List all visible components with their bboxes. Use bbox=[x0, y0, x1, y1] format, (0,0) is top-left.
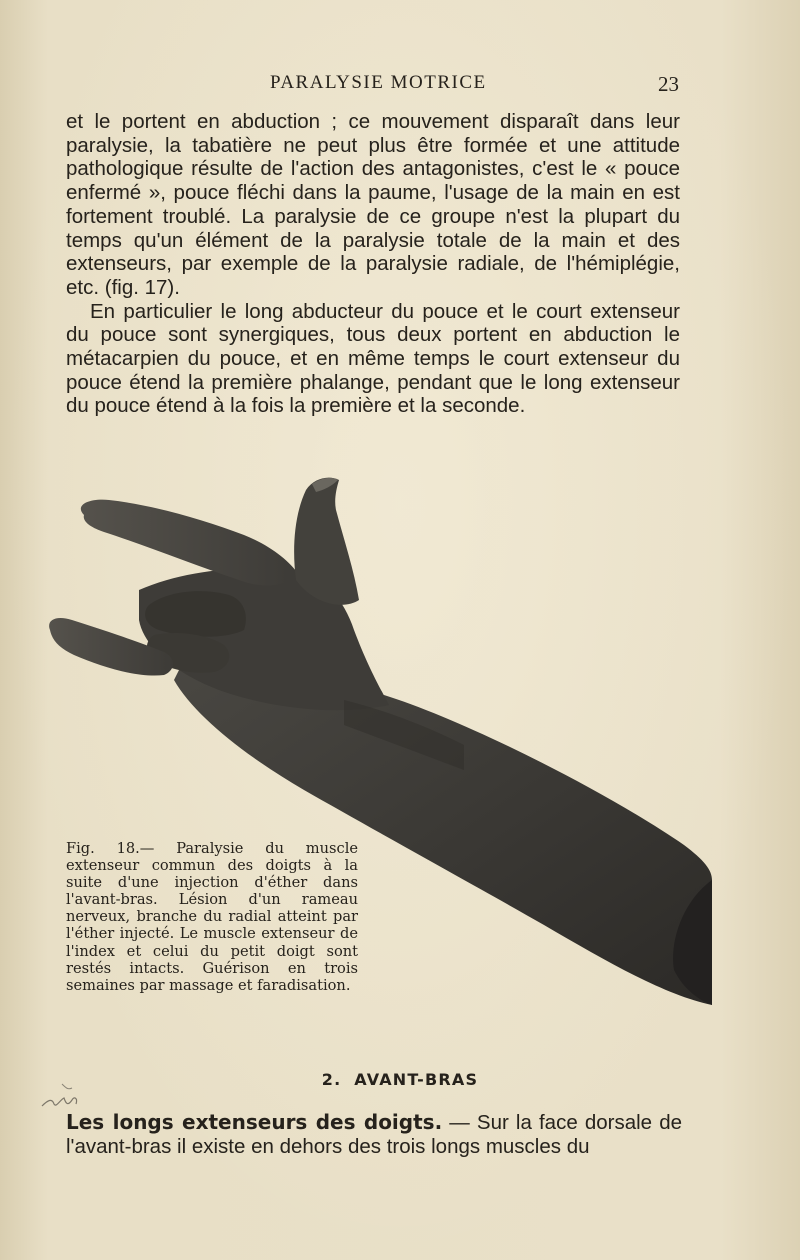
index-finger-shape bbox=[81, 500, 299, 586]
paragraph-lead-heading: Les longs extenseurs des doigts. bbox=[66, 1110, 443, 1134]
running-title: PARALYSIE MOTRICE bbox=[270, 72, 487, 93]
thumb-shape bbox=[294, 478, 359, 605]
paragraph-thumb-muscles: En particulier le long abducteur du pouce et le court extenseur du pouce sont synergiques, tous deux portent en abduction le métacarpien du pouce, et en même temps le court extenseur du pouce étend la première phalange, pendant que le long extenseur du pouce étend à la fois la première et la seconde. bbox=[66, 299, 680, 418]
paragraph-continued: et le portent en abduction ; ce mouvement disparaît dans leur paralysie, la tabatière ne peut plus être formée et une attitude pathologique résulte de l'action des antagonistes, c'est le « pouce enfermé », pouce fléchi dans la paume, l'usage de la main en est fortement troublé. La paralysie de ce groupe n'est la plupart du temps qu'un élément de la paralysie totale de la main et des extenseurs, par exemple de la paralysie radiale, de l'hémiplégie, etc. (fig. 17). bbox=[66, 110, 680, 299]
paragraph-text: — Sur la face dorsale de l'avant-bras il existe en dehors des trois longs muscles du bbox=[66, 1111, 682, 1158]
paragraph-long-extensors bbox=[66, 1110, 682, 1159]
section-number: 2. bbox=[321, 1070, 342, 1089]
section-title: AVANT-BRAS bbox=[354, 1070, 479, 1089]
section-heading bbox=[0, 1070, 800, 1089]
figure-caption: Fig. 18.— Paralysie du muscle extenseur commun des doigts à la suite d'une injection d'éther dans l'avant-bras. Lésion d'un rameau nerveux, branche du radial atteint par l'éther injecté. Le muscle extenseur de l'index et celui du petit doigt sont restés intacts. Guérison en trois semaines par massage et faradisation. bbox=[66, 840, 358, 994]
running-head bbox=[0, 72, 800, 98]
body-text bbox=[66, 110, 680, 418]
page-number: 23 bbox=[658, 72, 679, 96]
